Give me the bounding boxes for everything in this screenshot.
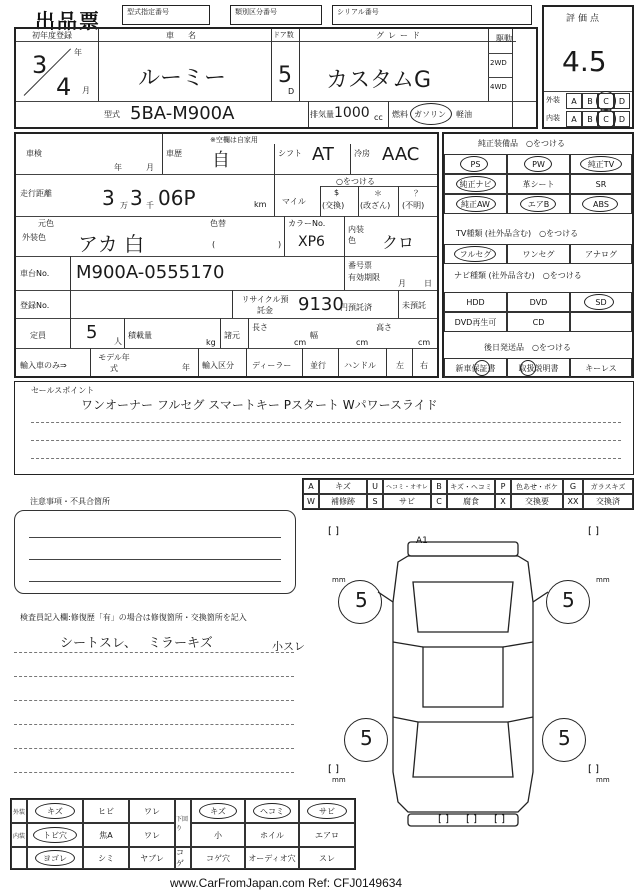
footer-watermark: www.CarFromJapan.com Ref: CFJ0149634 — [170, 876, 403, 890]
car-name-value: ルーミー — [138, 66, 227, 91]
damage-legend: A キズ U ヘコミ・オサレ B キズ・ヘコミ P 色あせ・ボケ G ガラスキズ W 補修跡 S サビ C 腐食 X 交換要 XX 交換済 — [302, 478, 634, 510]
class-code-box: 類別区分番号 — [230, 5, 322, 25]
equipment-panel: 純正装備品 ○をつける PS PW 純正TV 純正ナビ 革シート SR 純正AW エアB ABS TV種類 (社外品含む) ○をつける フルセグ ワンセグ アナログ ナビ種類 (社外品含む) ○をつける HDD DVD SD DVD再生可 CD 後日発送品 ○をつける 新車保証書 取扱説明書 キーレス — [442, 132, 634, 378]
inspector-label: 検査員記入欄:修復歴「有」の場合は修復箇所・交換箇所を記入 — [20, 613, 247, 622]
sales-point-text: ワンオーナー フルセグ スマートキー Pスタート Wパワースライド — [81, 398, 438, 412]
svg-text:[ ]: [ ] — [588, 526, 599, 537]
document-title: 出品票 — [35, 9, 101, 33]
first-reg-month: 4 — [56, 73, 72, 101]
doors-value: 5 — [278, 63, 292, 88]
capacity-value: 5 — [86, 322, 98, 343]
score-value: 4.5 — [562, 45, 607, 78]
diagram-mark: A1 — [416, 536, 428, 546]
mileage-rest-value: 06P — [158, 186, 196, 210]
type-value: 5BA-M900A — [130, 103, 235, 124]
serial-box: シリアル番号 — [332, 5, 532, 25]
color-no-value: XP6 — [298, 234, 325, 250]
shift-value: AT — [312, 144, 334, 165]
score-box: 評価点 4.5 外装 内装 A B C D A B C D — [542, 5, 634, 129]
recycle-value: 9130 — [298, 294, 344, 315]
score-label: 評価点 — [566, 14, 603, 24]
vehicle-info-table: 初年度登録 車名 ドア数 グレード 年 月 3 4 ルーミー 5 D カスタムG 駆動 2WD 4WD 型式 5BA-M900A 排気量 1000 cc 燃料 ガソリン 軽油 — [14, 27, 538, 129]
inspector-text-2: ミラーキズ — [148, 636, 213, 651]
sales-point-box: セールスポイント ワンオーナー フルセグ スマートキー Pスタート Wパワースライド — [14, 381, 634, 475]
svg-text:[ ]: [ ] — [328, 764, 339, 775]
svg-text:[ ]: [ ] — [494, 814, 505, 825]
mileage-man-value: 3 — [102, 186, 115, 210]
details-table: 車検 年 月 車歴 ※空欄は自家用 自 シフト AT 冷房 AAC 走行距離 3 万 3 千 06P km ○をつける マイル $ (交換) ＊ (改ざん) ？ (不明) 元色 色替 外装色 アカ 白 ( ) カラーNo. XP6 内装色 クロ 車台No. M900A-0555170 番号票 有効期限 月 日 登録No. リサイクル預託金 9130 円預託済 未預託 定員 5 人 積載量 kg 諸元 長さ cm 幅 cm 高さ cm 輸入車のみ⇒ モデル年式 年 輸入区分 ディーラー 並行 ハンドル 左 右 — [14, 132, 439, 378]
condition-legend: 外装 キズ ヒビ ワレ 下回り キズ ヘコミ サビ 内装 トビ穴 焦A ワレ 小 ホイル エアロ ヨゴレ シミ ヤブレ コゲ コゲ穴 オーディオ穴 スレ — [10, 798, 356, 870]
svg-text:[ ]: [ ] — [438, 814, 449, 825]
chassis-value: M900A-0555170 — [76, 262, 225, 283]
first-reg-year: 3 — [32, 51, 48, 79]
exterior-color-value: アカ 白 — [78, 232, 145, 256]
model-code-box: 型式指定番号 — [122, 5, 210, 25]
svg-text:[ ]: [ ] — [328, 526, 339, 537]
notes-box — [14, 510, 296, 594]
displacement-value: 1000 — [334, 105, 370, 121]
aircon-value: AAC — [382, 144, 420, 165]
grade-value: カスタムG — [326, 68, 432, 93]
svg-text:[ ]: [ ] — [588, 764, 599, 775]
mileage-sen-value: 3 — [130, 186, 143, 210]
inspector-text-1: シートスレ、 — [60, 636, 137, 651]
notes-label: 注意事項・不具合箇所 — [30, 497, 110, 506]
car-body-diagram — [318, 522, 618, 842]
inspector-text-3: 小スレ — [272, 640, 305, 653]
history-value: 自 — [212, 150, 230, 171]
interior-color-value: クロ — [382, 233, 415, 252]
svg-text:[ ]: [ ] — [466, 814, 477, 825]
